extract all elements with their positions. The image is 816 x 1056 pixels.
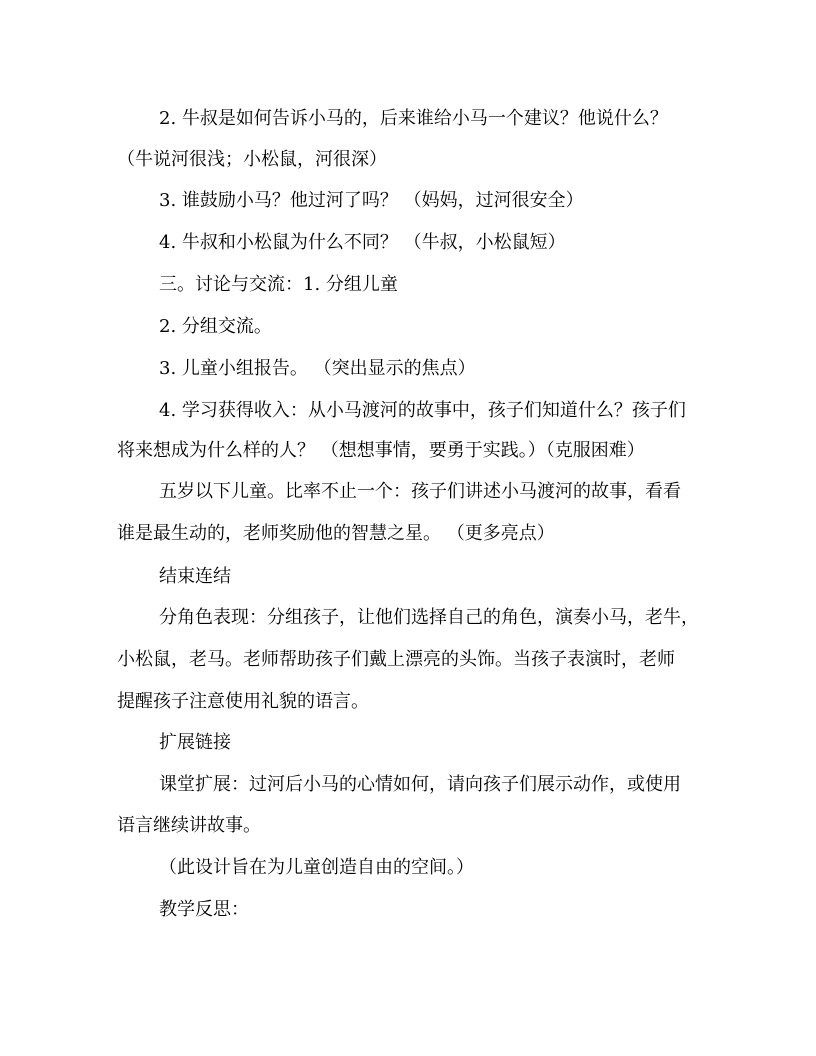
extension-line-1: 课堂扩展：过河后小马的心情如何，请向孩子们展示动作，或使用 [159,774,681,795]
step-2-line: 2. 分组交流。 [159,316,272,337]
paragraph-five-line-1: 五岁以下儿童。比率不止一个：孩子们讲述小马渡河的故事，看看 [159,481,681,502]
section-3-heading: 三。讨论与交流：1. 分组儿童 [159,274,398,295]
closing-heading: 结束连结 [159,566,231,587]
question-3-line: 3. 谁鼓励小马？他过河了吗？ （妈妈，过河很安全） [159,190,584,211]
step-4-continuation: 将来想成为什么样的人？ （想想事情，要勇于实践。）（克服困难） [117,440,645,461]
role-play-line-2: 小松鼠，老马。老师帮助孩子们戴上漂亮的头饰。当孩子表演时，老师 [117,649,675,670]
role-play-line-1: 分角色表现：分组孩子，让他们选择自己的角色，演奏小马，老牛， [159,607,699,628]
answer-2-line: （牛说河很浅；小松鼠，河很深） [117,149,387,170]
role-play-line-3: 提醒孩子注意使用礼貌的语言。 [117,691,369,712]
paragraph-five-line-2: 谁是最生动的，老师奖励他的智慧之星。 （更多亮点） [117,523,555,544]
design-note-line: （此设计旨在为儿童创造自由的空间。） [159,857,474,878]
step-3-line: 3. 儿童小组报告。 （突出显示的焦点） [159,358,476,379]
step-4-line: 4. 学习获得收入：从小马渡河的故事中，孩子们知道什么？孩子们 [159,400,686,421]
question-2-line: 2. 牛叔是如何告诉小马的，后来谁给小马一个建议？他说什么？ [159,108,668,129]
extension-heading: 扩展链接 [159,732,231,753]
question-4-line: 4. 牛叔和小松鼠为什么不同？ （牛叔，小松鼠短） [159,232,566,253]
reflection-heading: 教学反思： [159,899,249,920]
extension-line-2: 语言继续讲故事。 [117,815,261,836]
